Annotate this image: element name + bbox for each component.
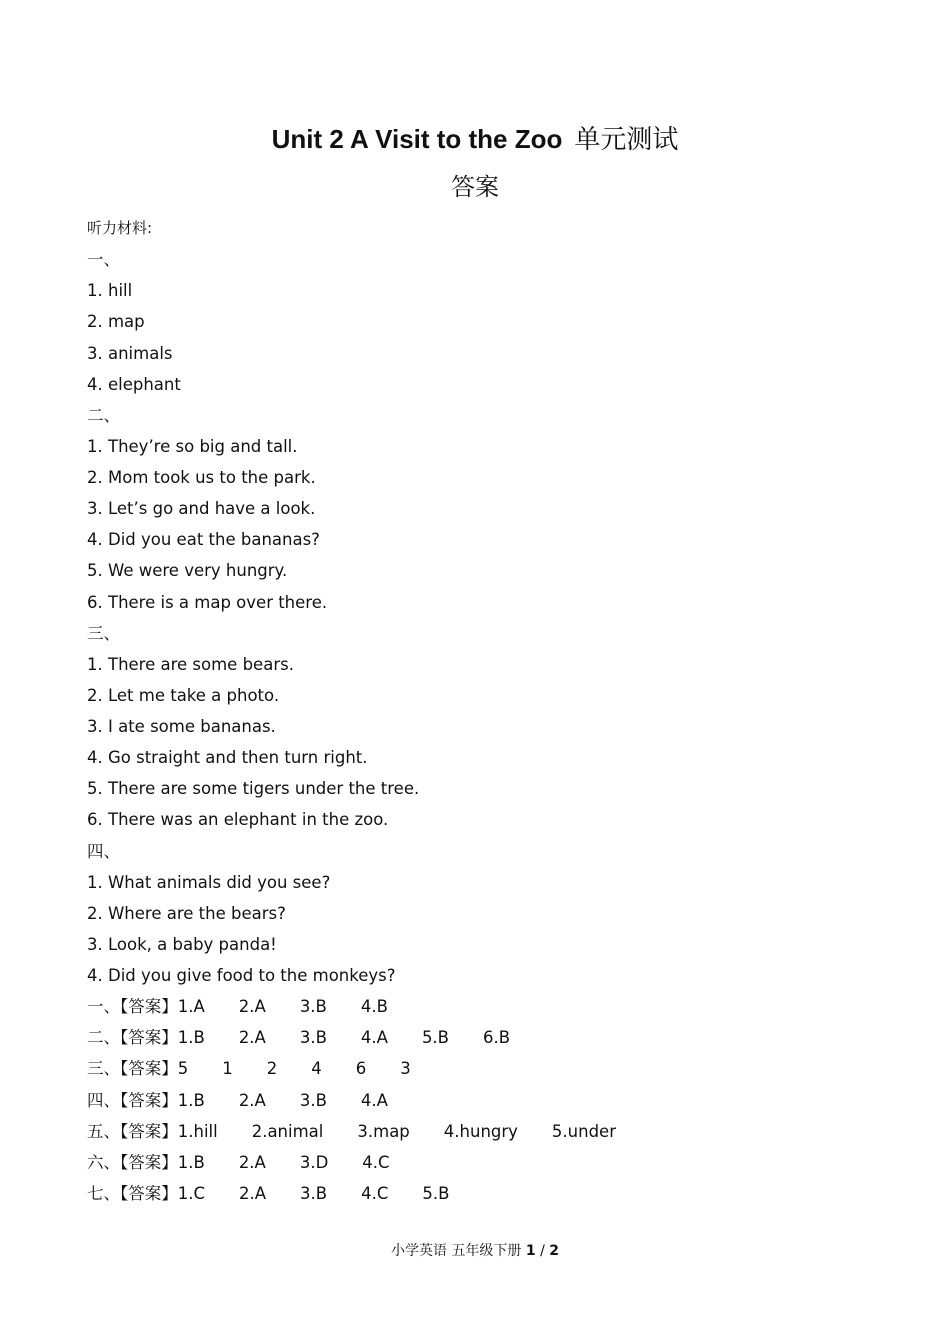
answer-prefix: 一、【答案】 (87, 997, 178, 1017)
listening-item: 6. There is a map over there. (87, 592, 328, 612)
answer-value: 6 (355, 1059, 367, 1079)
answer-prefix: 二、【答案】 (87, 1028, 178, 1048)
answer-prefix: 三、【答案】 (87, 1059, 178, 1079)
answer-value: 2 (266, 1059, 278, 1079)
answer-value: 3 (400, 1059, 411, 1079)
answer-value: 1.C (177, 1183, 206, 1203)
footer-subject: 小学英语 (390, 1243, 447, 1259)
listening-item: 3. I ate some bananas. (87, 717, 276, 736)
listening-item: 4. Did you give food to the monkeys? (87, 966, 396, 985)
answer-value: 1.A (177, 997, 205, 1017)
answer-value: 4.C (362, 1152, 390, 1172)
footer-page-total: 2 (549, 1243, 560, 1259)
answer-value: 3.B (299, 1028, 327, 1048)
listening-item: 4. Go straight and then turn right. (87, 748, 368, 768)
footer-page-sep: / (540, 1243, 545, 1259)
answer-value: 2.A (238, 1090, 266, 1110)
listening-item: 1. They’re so big and tall. (87, 436, 298, 456)
answer-prefix: 七、【答案】 (87, 1183, 178, 1203)
answer-value: 5.B (421, 1028, 449, 1048)
listening-item: 1. There are some bears. (87, 654, 294, 674)
answer-value: 2.A (238, 1028, 266, 1048)
listening-item: 3. animals (87, 343, 173, 363)
answer-value: 2.A (238, 1152, 266, 1172)
footer-page-current: 1 (525, 1243, 536, 1259)
answer-value: 1.B (177, 1028, 205, 1048)
title-chinese: 单元测试 (574, 125, 679, 155)
page-footer (0, 1240, 950, 1262)
answer-content (87, 213, 887, 1209)
answer-row (87, 1116, 887, 1147)
section-heading: 二、 (87, 405, 120, 425)
answer-value: 5.under (551, 1121, 616, 1141)
answer-value: 2.A (238, 997, 266, 1017)
answer-value: 4 (311, 1059, 322, 1079)
answer-value: 4.A (360, 1090, 388, 1110)
page-subtitle: 答案 (451, 173, 499, 201)
section-heading: 四、 (87, 841, 120, 861)
listening-item: 3. Look, a baby panda! (87, 934, 277, 954)
answer-value: 1.B (177, 1090, 205, 1110)
section-heading: 三、 (87, 623, 120, 643)
answer-row (87, 1053, 887, 1084)
answer-value: 3.D (299, 1152, 329, 1172)
title-english: Unit 2 A Visit to the Zoo (271, 124, 563, 154)
answer-row (87, 1022, 887, 1053)
answer-row (87, 1147, 887, 1178)
answer-value: 2.A (239, 1183, 267, 1203)
answer-value: 5 (177, 1059, 189, 1079)
listening-item: 5. There are some tigers under the tree. (87, 779, 420, 799)
answer-value: 3.B (299, 1090, 327, 1110)
listening-item: 1. hill (87, 281, 133, 301)
listening-item: 3. Let’s go and have a look. (87, 499, 316, 519)
listening-label: 听力材料: (87, 219, 153, 237)
answer-prefix: 六、【答案】 (87, 1152, 178, 1172)
listening-item: 2. Where are the bears? (87, 903, 286, 923)
answer-value: 3.map (357, 1121, 410, 1141)
listening-item: 6. There was an elephant in the zoo. (87, 810, 389, 830)
listening-item: 5. We were very hungry. (87, 561, 288, 581)
listening-item: 4. elephant (87, 374, 181, 394)
answer-value: 5.B (422, 1183, 450, 1203)
answer-value: 4.C (361, 1183, 389, 1203)
answer-value: 1.hill (177, 1121, 218, 1141)
answer-value: 4.A (360, 1028, 388, 1048)
answer-value: 2.animal (251, 1121, 324, 1141)
answer-value: 6.B (483, 1028, 511, 1048)
answer-row (87, 1178, 887, 1209)
answer-value: 1 (222, 1059, 233, 1079)
section-heading: 一、 (87, 250, 120, 270)
listening-item: 2. map (87, 312, 145, 332)
answer-row (87, 991, 887, 1022)
page-title (0, 120, 950, 159)
footer-grade: 五年级下册 (451, 1243, 522, 1259)
answer-row (87, 1085, 887, 1116)
answer-value: 3.B (300, 1183, 328, 1203)
answer-prefix: 五、【答案】 (87, 1121, 178, 1141)
listening-item: 1. What animals did you see? (87, 872, 331, 892)
answer-value: 1.B (177, 1152, 205, 1172)
answer-value: 4.B (360, 997, 388, 1017)
listening-item: 2. Let me take a photo. (87, 685, 280, 705)
answer-prefix: 四、【答案】 (87, 1090, 178, 1110)
answer-value: 3.B (299, 997, 327, 1017)
listening-item: 2. Mom took us to the park. (87, 468, 316, 487)
listening-item: 4. Did you eat the bananas? (87, 530, 320, 550)
answer-value: 4.hungry (443, 1121, 518, 1141)
